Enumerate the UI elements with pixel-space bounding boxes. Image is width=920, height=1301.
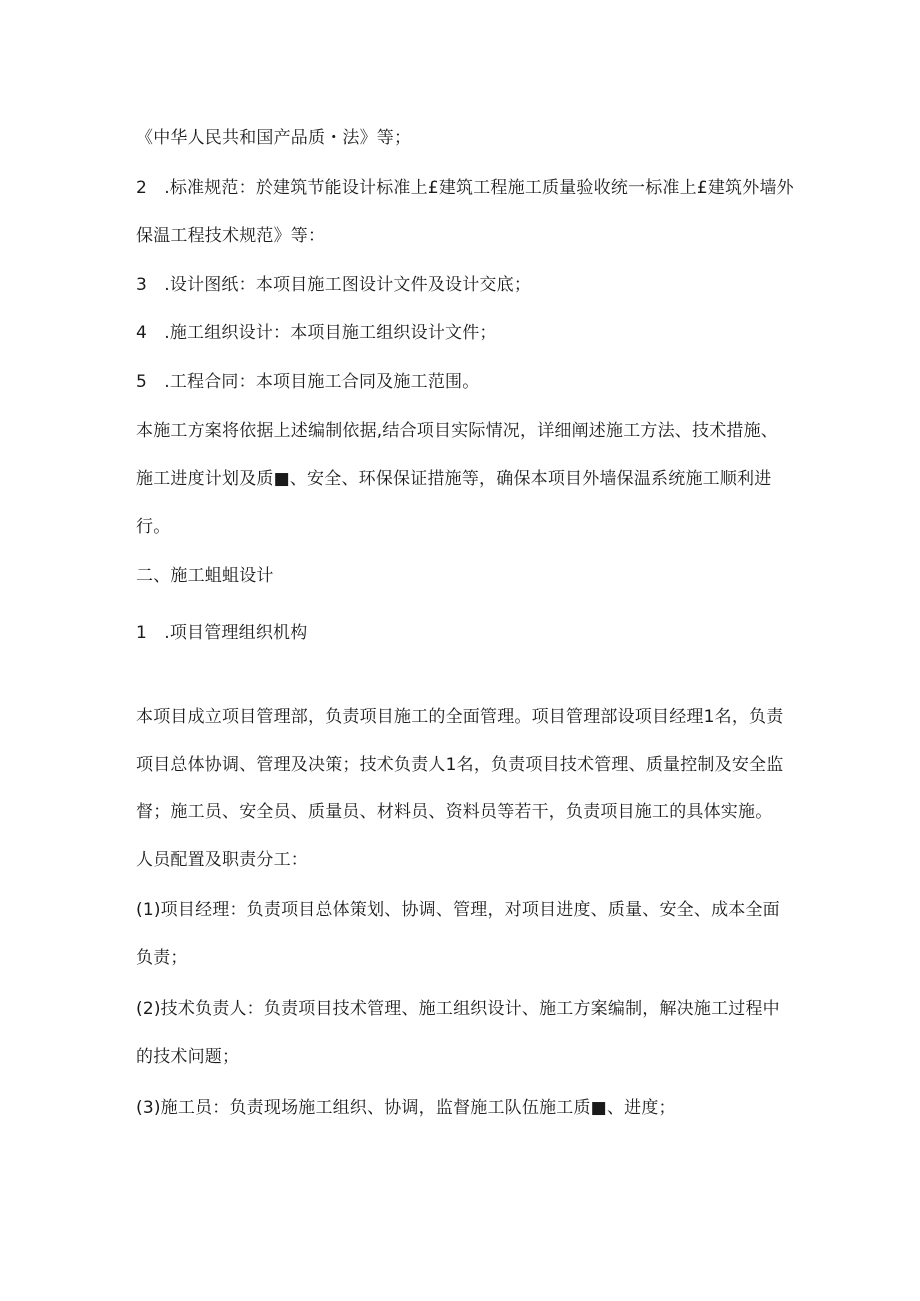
summary-paragraph-line-1: 本施工方案将依据上述编制依据,结合项目实际情况，详细阐述施工方法、技术措施、: [136, 421, 779, 441]
management-paragraph-line-3: 督；施工员、安全员、质量员、材料员、资料员等若干，负责项目施工的具体实施。: [136, 802, 773, 822]
contract-item: 5 .工程合同：本项目施工合同及施工范围。: [136, 372, 480, 392]
section-heading: 二、施工蛆蛆设计: [136, 566, 274, 586]
staffing-heading: 人员配置及职责分工：: [136, 850, 308, 870]
summary-paragraph-line-3: 行。: [136, 517, 171, 537]
duty-project-manager-cont: 负责；: [136, 948, 188, 968]
legal-basis-line-end: 《中华人民共和国产品质・法》等；: [136, 128, 412, 148]
duty-technical-lead: (2)技术负责人：负责项目技术管理、施工组织设计、施工方案编制，解决施工过程中: [136, 999, 780, 1019]
construction-org-design-item: 4 .施工组织设计：本项目施工组织设计文件；: [136, 323, 497, 343]
standards-item-cont: 保温工程技术规范》等：: [136, 226, 326, 246]
summary-paragraph-line-2: 施工进度计划及质■、安全、环保保证措施等，确保本项目外墙保温系统施工顺利进: [136, 469, 772, 489]
duty-technical-lead-cont: 的技术问题；: [136, 1047, 240, 1067]
subsection-heading: 1 .项目管理组织机构: [136, 623, 308, 643]
management-paragraph-line-2: 项目总体协调、管理及决策；技术负责人1名，负责项目技术管理、质量控制及安全监: [136, 755, 784, 775]
management-paragraph-line-1: 本项目成立项目管理部，负责项目施工的全面管理。项目管理部设项目经理1名，负责: [136, 707, 784, 727]
duty-project-manager: (1)项目经理：负责项目总体策划、协调、管理，对项目进度、质量、安全、成本全面: [136, 900, 780, 920]
design-drawings-item: 3 .设计图纸：本项目施工图设计文件及设计交底；: [136, 275, 532, 295]
duty-site-constructor: (3)施工员：负责现场施工组织、协调，监督施工队伍施工质■、进度；: [136, 1098, 676, 1118]
standards-item: 2 .标准规范：於建筑节能设计标准上£建筑工程施工质量验收统一标准上£建筑外墙外: [136, 178, 794, 198]
